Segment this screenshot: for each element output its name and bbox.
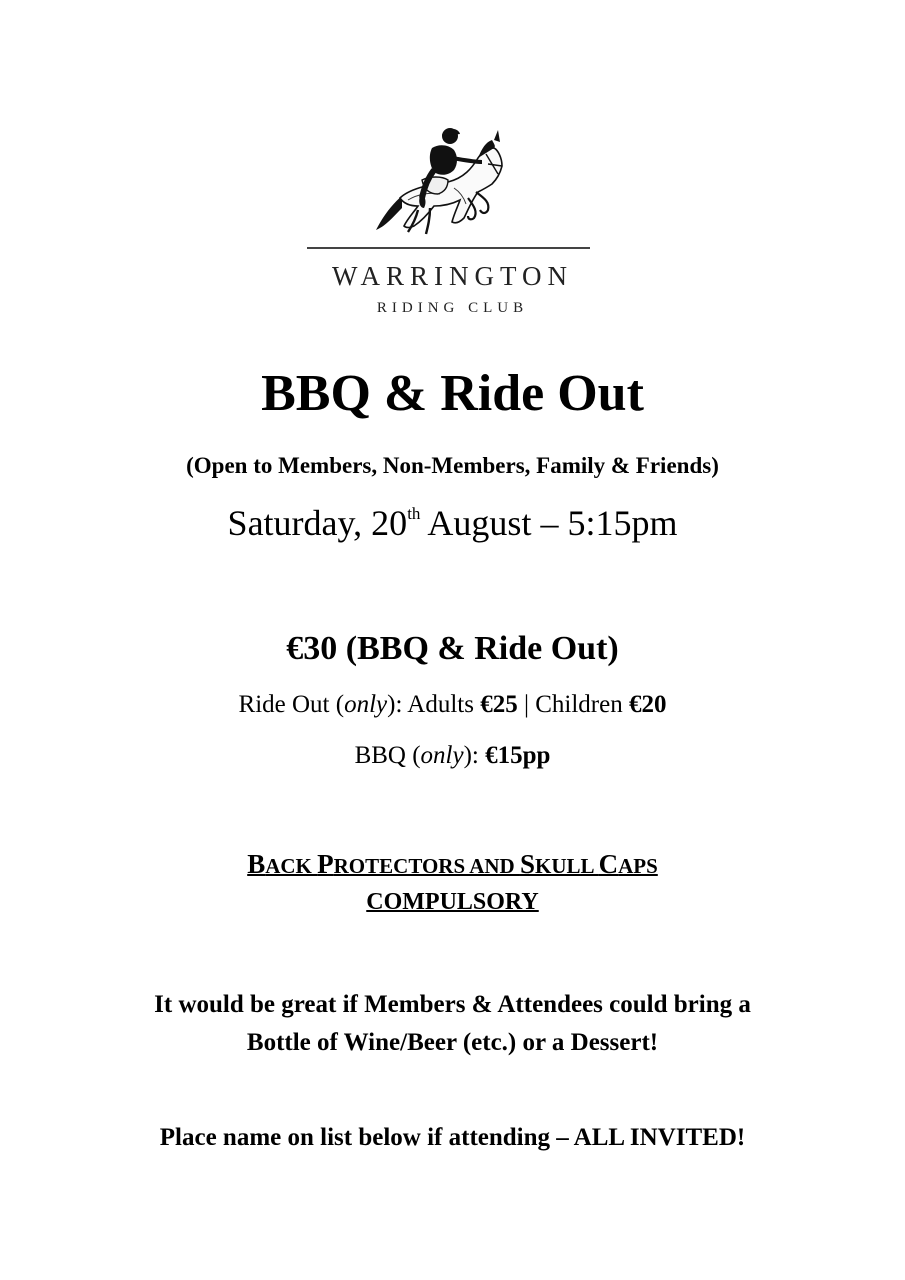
notice-char: P (317, 849, 334, 879)
notice-text: APS (618, 854, 658, 878)
notice-char: C (598, 849, 619, 879)
club-subtitle: RIDING CLUB (376, 300, 529, 316)
bring-request-line1: It would be great if Members & Attendees could bring a (154, 991, 751, 1018)
bbq-label: BBQ ( (354, 742, 421, 769)
notice-char: B (247, 849, 266, 879)
bbq-price-line (0, 742, 905, 770)
notice-text: ACK (265, 854, 318, 878)
ride-child-price: €20 (628, 691, 667, 718)
date-ordinal: th (407, 504, 421, 523)
notice-text: ROTECTORS AND (333, 854, 520, 878)
bbq-rest: ): (463, 742, 486, 769)
bring-request (0, 986, 905, 1062)
event-date (0, 502, 905, 544)
bbq-only: only (420, 742, 464, 769)
event-title: BBQ & Ride Out (261, 365, 644, 422)
invite-line: Place name on list below if attending – ALL INVITED! (159, 1124, 746, 1151)
safety-notice-line2: COMPULSORY (366, 889, 539, 915)
bbq-price: €15pp (485, 742, 551, 769)
bring-request-line2: Bottle of Wine/Beer (etc.) or a Dessert! (246, 1029, 659, 1056)
logo-divider (307, 247, 590, 249)
notice-text: KULL (535, 854, 599, 878)
date-suffix: August – 5:15pm (420, 503, 678, 543)
event-subtitle: (Open to Members, Non-Members, Family & Friends) (186, 453, 719, 478)
notice-char: S (519, 849, 535, 879)
safety-notice-line1 (0, 846, 905, 884)
ride-adult-price: €25 (480, 691, 518, 718)
ride-separator: | Children (517, 691, 629, 718)
horse-rider-logo-icon (368, 118, 508, 240)
ride-label: Ride Out ( (238, 691, 345, 718)
ride-only: only (344, 691, 388, 718)
ride-rest: ): Adults (387, 691, 481, 718)
safety-notice (0, 846, 905, 920)
combined-price: €30 (BBQ & Ride Out) (286, 630, 619, 667)
club-name: WARRINGTON (332, 261, 573, 291)
ride-out-price-line (0, 691, 905, 719)
date-prefix: Saturday, 20 (227, 503, 408, 543)
